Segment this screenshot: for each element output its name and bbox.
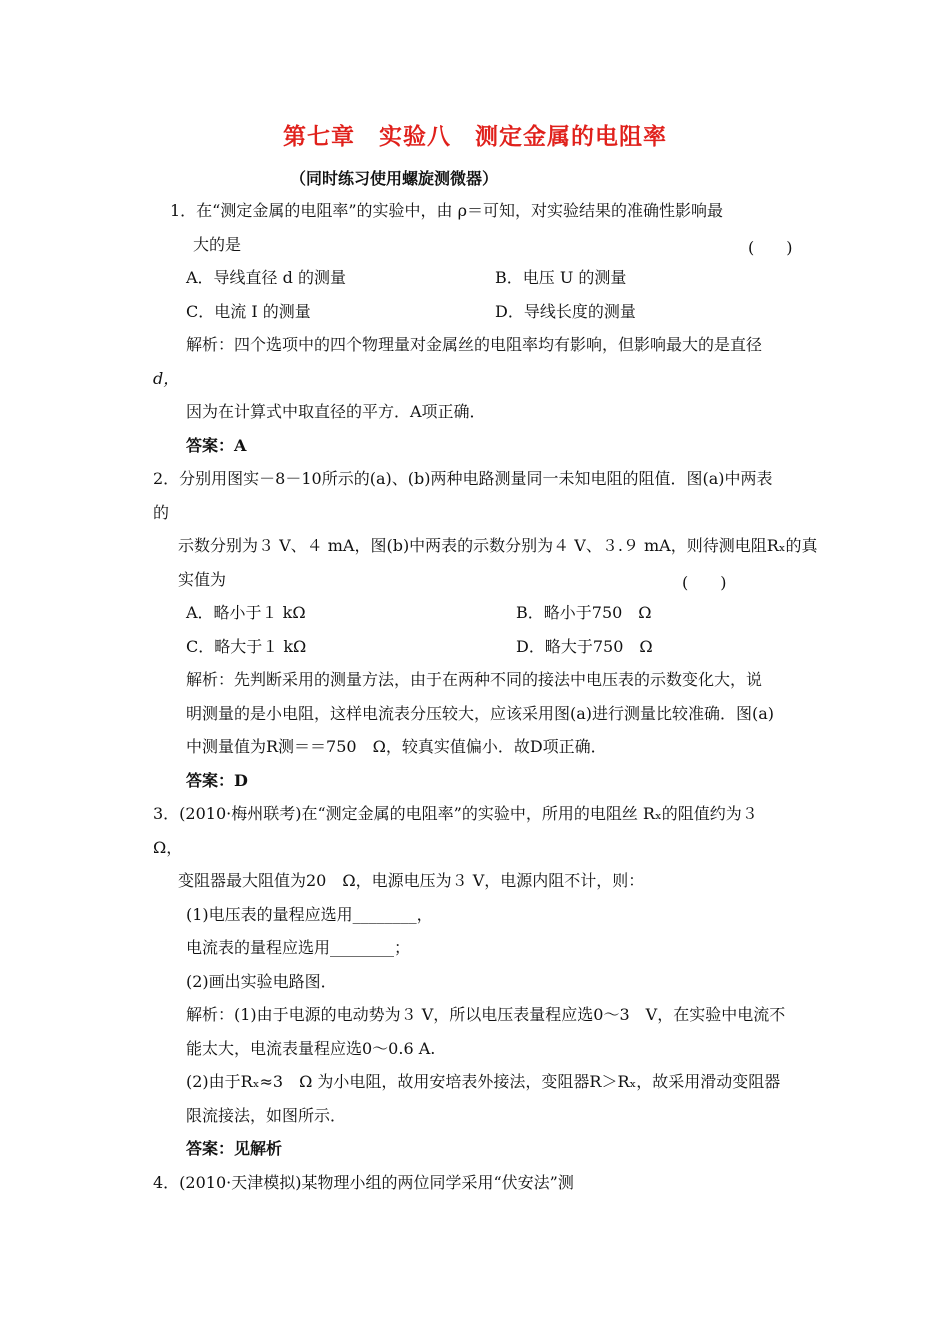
q2-stem-line-3: 实值为: [178, 570, 227, 589]
q2-option-b: B．略小于750 Ω: [516, 603, 652, 622]
q3-answer: 答案：见解析: [186, 1139, 283, 1158]
page-title: 第七章 实验八 测定金属的电阻率: [283, 124, 667, 150]
q2-stem-line-1b: 的: [153, 503, 170, 522]
q1-stem-line-2: 大的是: [193, 235, 242, 254]
q3-subquestion-2: (2)画出实验电路图．: [186, 972, 337, 991]
q1-option-c: C．电流 I 的测量: [186, 302, 311, 321]
q3-analysis-line-3: (2)由于Rₓ≈3 Ω 为小电阻，故用安培表外接法，变阻器R＞Rₓ，故采用滑动变阻器: [186, 1072, 781, 1091]
q2-stem-line-1: 2．分别用图实－8－10所示的(a)、(b)两种电路测量同一未知电阻的阻值．图(a)中两表: [153, 469, 773, 488]
q4-stem-line-1: 4．(2010·天津模拟)某物理小组的两位同学采用“伏安法”测: [153, 1173, 574, 1192]
q1-stem-line-1: 1．在“测定金属的电阻率”的实验中，由 ρ＝可知，对实验结果的准确性影响最: [170, 201, 724, 220]
q2-analysis-line-3: 中测量值为R测＝＝750 Ω，较真实值偏小．故D项正确．: [186, 737, 607, 756]
q3-stem-line-1: 3．(2010·梅州联考)在“测定金属的电阻率”的实验中，所用的电阻丝 Rₓ的阻值约为３: [153, 804, 758, 823]
q1-option-a: A．导线直径 d 的测量: [186, 268, 346, 287]
q1-answer-paren: ( ): [748, 238, 793, 257]
q2-option-c: C．略大于１ kΩ: [186, 637, 307, 656]
q3-subquestion-1b: 电流表的量程应选用________；: [186, 938, 411, 957]
q1-option-b: B．电压 U 的测量: [495, 268, 627, 287]
q2-answer-paren: ( ): [682, 573, 727, 592]
q1-option-d: D．导线长度的测量: [495, 302, 636, 321]
q2-answer: 答案：D: [186, 771, 248, 790]
page-subtitle: （同时练习使用螺旋测微器）: [290, 169, 499, 188]
q3-stem-line-1b: Ω，: [153, 838, 183, 857]
q3-analysis-line-4: 限流接法，如图所示．: [186, 1106, 347, 1125]
q3-analysis-line-2: 能太大，电流表量程应选0～0.6 A.: [186, 1039, 436, 1058]
q2-option-d: D．略大于750 Ω: [516, 637, 653, 656]
q2-analysis-line-2: 明测量的是小电阻，这样电流表分压较大，应该采用图(a)进行测量比较准确．图(a): [186, 704, 775, 723]
q1-answer: 答案：A: [186, 436, 247, 455]
q1-analysis-line-1: 解析：四个选项中的四个物理量对金属丝的电阻率均有影响，但影响最大的是直径: [186, 335, 763, 354]
q3-stem-line-2: 变阻器最大阻值为20 Ω，电源电压为３ V，电源内阻不计，则：: [178, 871, 645, 890]
q2-option-a: A．略小于１ kΩ: [186, 603, 306, 622]
q3-analysis-line-1: 解析：(1)由于电源的电动势为３ V，所以电压表量程应选0～3 V，在实验中电流不: [186, 1005, 786, 1024]
q1-analysis-line-2: 因为在计算式中取直径的平方．A项正确．: [186, 402, 486, 421]
q3-subquestion-1: (1)电压表的量程应选用________，: [186, 905, 433, 924]
q2-stem-line-2: 示数分别为３ V、４ mA，图(b)中两表的示数分别为４ V、３.９ mA，则待测电阻Rₓ的真: [178, 536, 818, 555]
q2-analysis-line-1: 解析：先判断采用的测量方法，由于在两种不同的接法中电压表的示数变化大，说: [186, 670, 763, 689]
q1-analysis-line-1b: d，: [153, 369, 180, 388]
